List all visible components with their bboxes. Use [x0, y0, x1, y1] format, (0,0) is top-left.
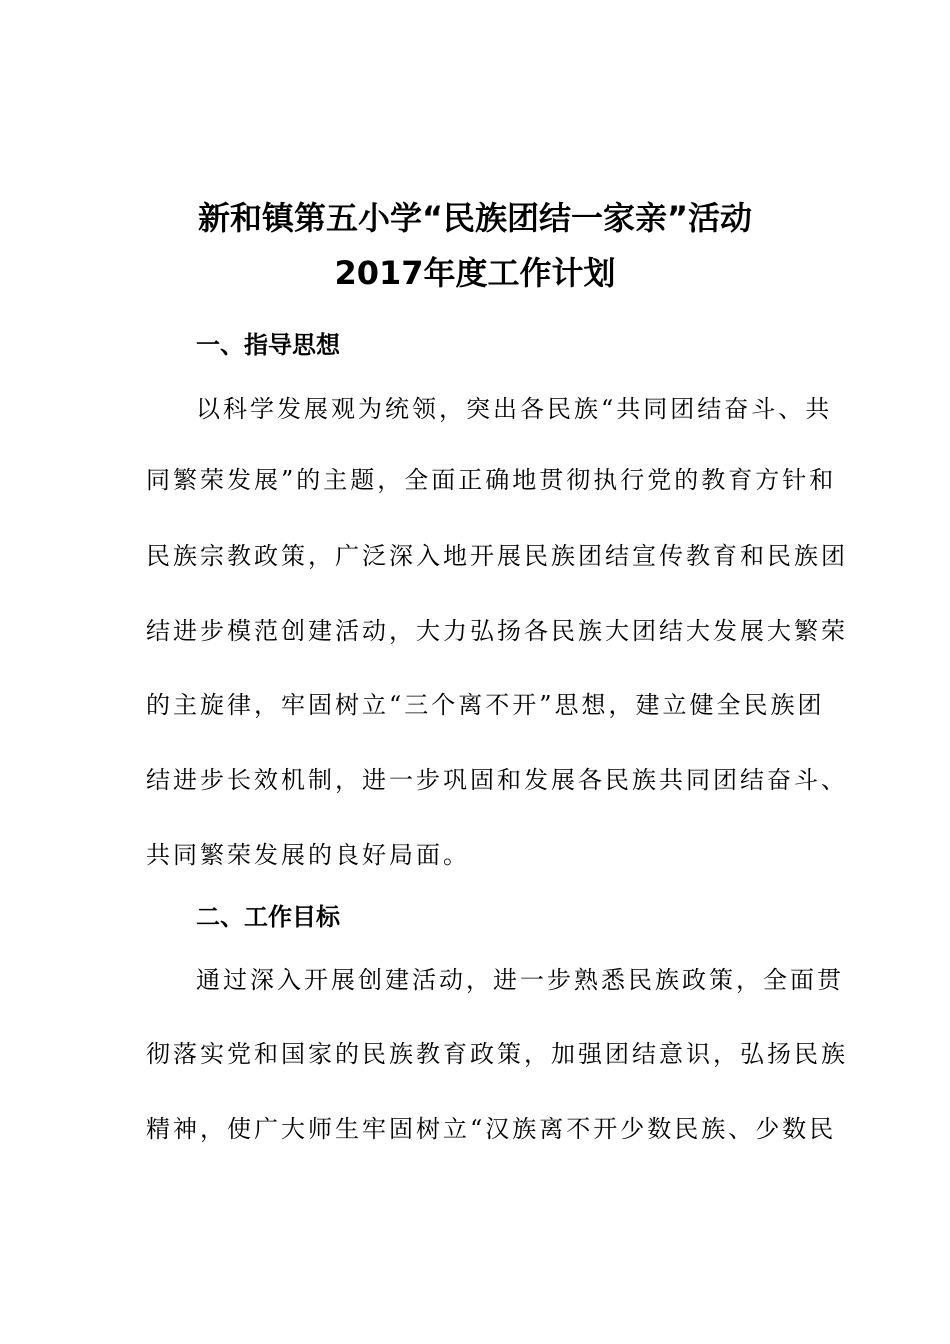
document-title-line-1: 新和镇第五小学“民族团结一家亲”活动 [197, 199, 753, 237]
section-heading-guiding-ideology: 一、指导思想 [196, 331, 340, 359]
paragraph-line: 结进步模范创建活动，大力弘扬各民族大团结大发展大繁荣 [146, 617, 848, 645]
document-title-line-2: 2017年度工作计划 [334, 254, 616, 292]
paragraph-line: 以科学发展观为统领，突出各民族“共同团结奋斗、共 [196, 395, 833, 423]
paragraph-line: 彻落实党和国家的民族教育政策，加强团结意识，弘扬民族 [146, 1040, 848, 1068]
paragraph-line: 通过深入开展创建活动，进一步熟悉民族政策，全面贯 [196, 966, 844, 994]
paragraph-line: 同繁荣发展”的主题，全面正确地贯彻执行党的教育方针和 [146, 466, 837, 494]
paragraph-line: 的主旋律，牢固树立“三个离不开”思想，建立健全民族团 [146, 691, 825, 719]
paragraph-line: 共同繁荣发展的良好局面。 [146, 841, 470, 869]
paragraph-line: 结进步长效机制，进一步巩固和发展各民族共同团结奋斗、 [146, 766, 848, 794]
paragraph-line: 精神，使广大师生牢固树立“汉族离不开少数民族、少数民 [146, 1115, 837, 1143]
section-heading-work-goals: 二、工作目标 [196, 903, 340, 931]
paragraph-line: 民族宗教政策，广泛深入地开展民族团结宣传教育和民族团 [146, 542, 848, 570]
